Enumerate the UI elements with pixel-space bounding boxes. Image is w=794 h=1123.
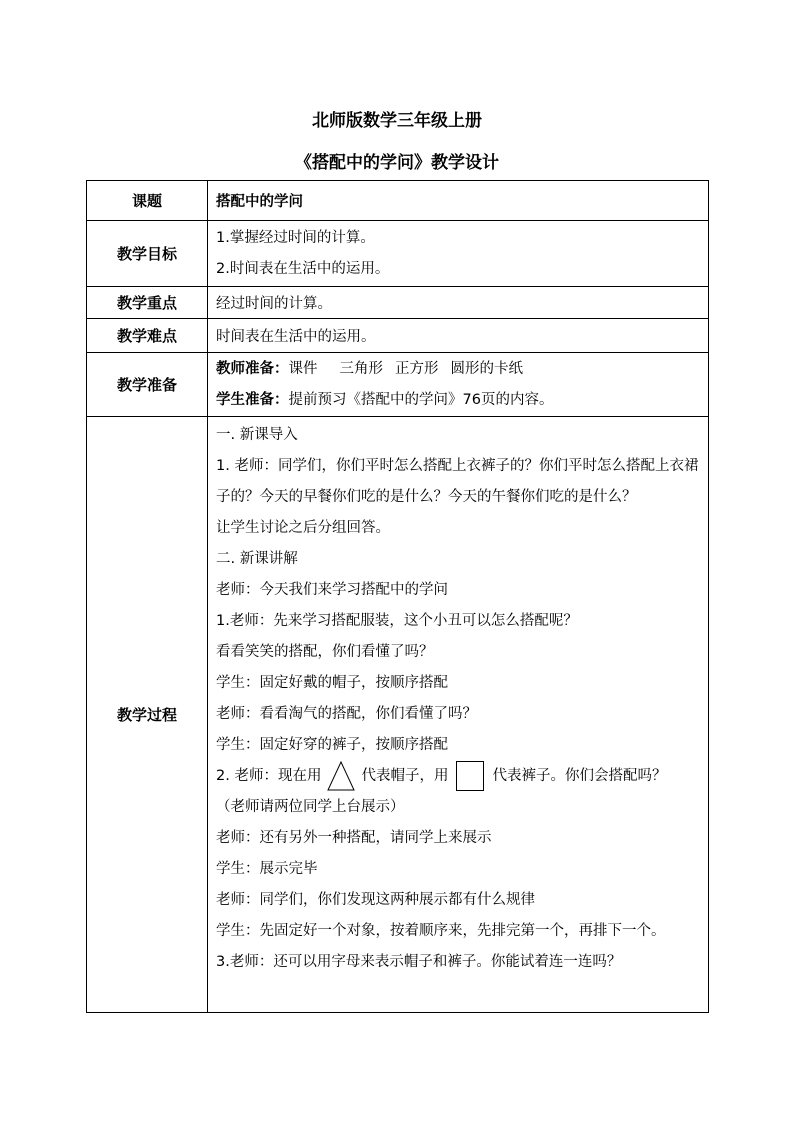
value-focus: 经过时间的计算。 bbox=[208, 287, 709, 319]
process-line: 3.老师：还可以用字母来表示帽子和裤子。你能试着连一连吗？ bbox=[216, 954, 622, 970]
label-prep: 教学准备 bbox=[87, 353, 208, 417]
row-topic bbox=[87, 181, 709, 221]
row-prep bbox=[87, 353, 709, 417]
row-focus bbox=[87, 287, 709, 319]
label-focus: 教学重点 bbox=[87, 287, 208, 319]
row-difficulty bbox=[87, 319, 709, 353]
goal-item: 2.时间表在生活中的运用。 bbox=[216, 260, 390, 277]
label-difficulty: 教学难点 bbox=[87, 319, 208, 353]
student-prep-value: 提前预习《搭配中的学问》76页的内容。 bbox=[288, 391, 554, 408]
teacher-prep-item: 三角形 bbox=[339, 360, 383, 377]
process-line: 二. 新课讲解 bbox=[216, 551, 298, 567]
triangle-icon bbox=[327, 761, 355, 791]
teacher-prep bbox=[216, 354, 702, 385]
document-title: 北师版数学三年级上册 bbox=[312, 111, 482, 131]
row-goals bbox=[87, 221, 709, 287]
value-difficulty: 时间表在生活中的运用。 bbox=[208, 319, 709, 353]
process-line: 一. 新课导入 bbox=[216, 427, 298, 443]
process-text: 代表帽子，用 bbox=[361, 768, 449, 784]
student-prep bbox=[216, 385, 702, 416]
teacher-prep-key: 教师准备： bbox=[216, 360, 289, 377]
value-process bbox=[208, 417, 709, 1013]
teacher-prep-item: 正方形 bbox=[395, 360, 439, 377]
process-line: 1. 老师：同学们，你们平时怎么搭配上衣裤子的？你们平时怎么搭配上衣裙子的？今天的早餐你们吃的是什么？今天的午餐你们吃的是什么？ bbox=[216, 458, 699, 505]
process-line: 老师：今天我们来学习搭配中的学问 bbox=[216, 582, 448, 598]
process-line: 学生：固定好戴的帽子，按顺序搭配 bbox=[216, 675, 448, 691]
document-subtitle: 《搭配中的学问》教学设计 bbox=[295, 153, 499, 173]
label-process: 教学过程 bbox=[87, 417, 208, 1013]
process-line: 老师：还有另外一种搭配，请同学上来展示 bbox=[216, 830, 492, 846]
process-line: 老师：同学们，你们发现这两种展示都有什么规律 bbox=[216, 892, 535, 908]
process-line: 老师：看看淘气的搭配，你们看懂了吗？ bbox=[216, 706, 477, 722]
label-topic: 课题 bbox=[87, 181, 208, 221]
student-prep-key: 学生准备： bbox=[216, 391, 289, 408]
teacher-prep-item: 课件 bbox=[288, 360, 318, 377]
label-goals: 教学目标 bbox=[87, 221, 208, 287]
process-text: 代表裤子。你们会搭配吗？ bbox=[492, 768, 667, 784]
value-topic: 搭配中的学问 bbox=[208, 181, 709, 221]
lesson-plan-table bbox=[86, 180, 709, 1013]
process-line bbox=[216, 761, 702, 792]
process-line: 1.老师：先来学习搭配服装，这个小丑可以怎么搭配呢？ bbox=[216, 613, 578, 629]
process-line: 学生：展示完毕 bbox=[216, 861, 318, 877]
value-goals bbox=[208, 221, 709, 287]
value-prep bbox=[208, 353, 709, 417]
process-line: 看看笑笑的搭配，你们看懂了吗？ bbox=[216, 644, 434, 660]
teacher-prep-item: 圆形的卡纸 bbox=[450, 360, 523, 377]
goal-item: 1.掌握经过时间的计算。 bbox=[216, 229, 375, 246]
square-icon bbox=[456, 761, 484, 791]
row-process bbox=[87, 417, 709, 1013]
process-line: （老师请两位同学上台展示） bbox=[216, 799, 405, 815]
process-line: 让学生讨论之后分组回答。 bbox=[216, 520, 390, 536]
process-line: 学生：先固定好一个对象，按着顺序来，先排完第一个，再排下一个。 bbox=[216, 923, 666, 939]
process-line: 学生：固定好穿的裤子，按顺序搭配 bbox=[216, 737, 448, 753]
process-text: 2. 老师：现在用 bbox=[216, 768, 322, 784]
